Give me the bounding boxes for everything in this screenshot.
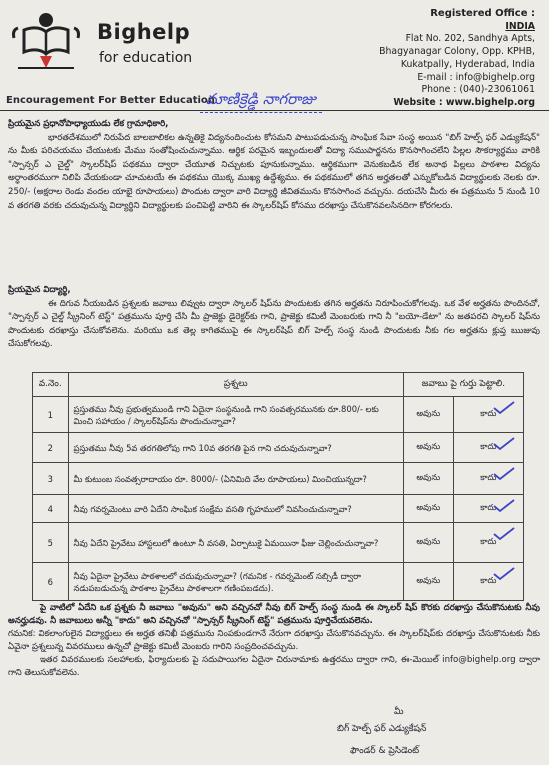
table-row	[33, 433, 524, 463]
row-number: 4	[33, 495, 69, 523]
paragraph-contact: ఇతర వివరములకు సలహాలకు, ఫిర్యాదులకు పై సదుపాయిగల ఏదైనా చిరునామాకు ఉత్తరము ద్వారా గాని, ఈ-మెయిల్ info@bighelp.org ద్వారా గాని తెలుసుకోవలెను.	[8, 655, 540, 678]
col-header-answer: జవాబు పై గుర్తు పెట్టాలి.	[403, 373, 523, 397]
col-header-number: వ.నెం.	[33, 373, 69, 397]
row-question: నీవు ఏదైనా ప్రైవేటు పాఠశాలలో చదువుచున్నావా? (గమనిక - గవర్నమెంట్ సబ్సిడీ ద్వారా నడుపబడుచున్న పాఠశాల ప్రైవేటు పాఠశాలగా గణింపబడదు).	[68, 563, 403, 601]
sign-title: ఫౌండర్ & ప్రెసిడెంట్	[350, 746, 420, 756]
answer-no[interactable]: కాదు	[480, 536, 497, 546]
answer-no-cell[interactable]	[453, 563, 523, 601]
footer-block	[8, 602, 540, 680]
sign-yours: మీ	[394, 707, 404, 717]
row-question: ప్రస్తుతము నీవు 5వ తరగతిలోపు గాని 10వ తరగతి పైన గాని చదువుచున్నావా?	[68, 433, 403, 463]
row-question: నీవు గవర్నమెంటు వారి ఏదేని సాంఘిక సంక్షేమ వసతి గృహములో నివసించుచున్నావా?	[68, 495, 403, 523]
row-number: 5	[33, 523, 69, 563]
row-number: 2	[33, 433, 69, 463]
office-phone: Phone : (040)-23061061	[421, 84, 535, 96]
tick-mark-icon	[493, 467, 515, 481]
answer-no-cell[interactable]	[453, 433, 523, 463]
row-question: నీవు ఏదేని ప్రైవేటు హాస్టలులో ఉంటూ నీ వసతి, ఏర్పాటుకై ఏమయినా ఫీజు చెల్లించుచున్నావా?	[68, 523, 403, 563]
table-row	[33, 523, 524, 563]
answer-no[interactable]: కాదు	[480, 472, 497, 482]
office-email: E-mail : info@bighelp.org	[417, 71, 535, 83]
office-country: INDIA	[505, 20, 535, 32]
row-question: మీ కుటుంబ సంవత్సరాదాయం రూ. 8000/- (ఏనిమిది వేల రూపాయలు) మించియున్నదా?	[68, 463, 403, 495]
office-address	[379, 8, 535, 110]
letter-block-2	[8, 284, 540, 352]
answer-no[interactable]: కాదు	[480, 408, 497, 418]
answer-yes[interactable]: అవును	[403, 397, 453, 433]
row-number: 1	[33, 397, 69, 433]
answer-no-cell[interactable]	[453, 523, 523, 563]
table-row	[33, 397, 524, 433]
tick-mark-icon	[493, 401, 515, 415]
office-title: Registered Office :	[430, 8, 535, 19]
table-row	[33, 495, 524, 523]
answer-no-cell[interactable]	[453, 495, 523, 523]
note-disabled: గమనిక: వికలాంగులైన విద్యార్థులు ఈ అర్హత తనిఖీ పత్రమును నింపకుండగానే నేరుగా దరఖాస్తు చేసుకొనవచ్చును. ఈ స్కాలర్‌షిప్‌కు దరఖాస్తు చేసుకొనుటకు నీకు ఏవైనా ప్రశ్నలున్న వివరములు ఉన్నచో ప్రాజెక్టు కమిటీ మెంబరు గారిని సంప్రదించవచ్చును.	[8, 629, 540, 652]
table-row	[33, 563, 524, 601]
greeting-student: ప్రియమైన విద్యార్థి,	[8, 285, 71, 295]
office-website: Website : www.bighelp.org	[393, 96, 535, 108]
table-header-row	[33, 373, 524, 397]
row-question: ప్రస్తుతము నీవు ప్రభుత్వముండి గాని ఏదైనా సంస్థనుండి గాని సంవత్సరమునకు రూ.800/- లకు మించి సహాయం / స్కాలర్‌షిప్‌ను పొందుచున్నావా?	[68, 397, 403, 433]
brand-name: Bighelp	[97, 20, 191, 44]
motto: Encouragement For Better Education	[6, 95, 215, 106]
answer-yes[interactable]: అవును	[403, 495, 453, 523]
greeting-headmaster: ప్రియమైన ప్రధానోపాధ్యాయుడు లేక గ్రామాధికారి,	[8, 119, 169, 129]
letter-block-1	[8, 118, 540, 213]
table-row	[33, 463, 524, 495]
row-number: 6	[33, 563, 69, 601]
sign-organization: బిగ్ హెల్ప్ ఫర్ ఎడ్యుకేషన్	[337, 724, 427, 734]
brand-subtitle: for education	[99, 50, 193, 66]
answer-no[interactable]: కాదు	[480, 575, 497, 585]
answer-no-cell[interactable]	[453, 397, 523, 433]
answer-yes[interactable]: అవును	[403, 563, 453, 601]
answer-yes[interactable]: అవును	[403, 463, 453, 495]
tick-mark-icon	[493, 437, 515, 451]
row-number: 3	[33, 463, 69, 495]
address-line: Bhagyanagar Colony, Opp. KPHB,	[379, 46, 535, 58]
paragraph-eligibility: పై వాటిలో ఏదేని ఒక ప్రశ్నకు నీ జవాబు "అవును" అని వచ్చినచో నీవు బిగ్ హెల్ప్ సంస్థ నుండి ఈ స్కాలర్ షిప్ కొరకు దరఖాస్తు చేసుకొనుటకు నీవు అనర్హుడవు. నీ జవాబులు అన్నీ "కాదు" అని వచ్చినచో "స్పాన్సర్ స్క్రీనింగ్ టెస్ట్" పత్రమును పూర్తిచేయవలెను.	[8, 603, 540, 626]
tick-mark-icon	[493, 567, 515, 581]
answer-yes[interactable]: అవును	[403, 523, 453, 563]
answer-no[interactable]: కాదు	[480, 441, 497, 451]
answer-no-cell[interactable]	[453, 463, 523, 495]
col-header-question: ప్రశ్నలు	[68, 373, 403, 397]
tick-mark-icon	[493, 527, 515, 541]
address-line: Flat No. 202, Sandhya Apts,	[405, 33, 535, 45]
paragraph-instructions: ఈ దిగువ నీయబడిన ప్రశ్నలకు జవాబు లివ్వుట ద్వారా స్కాలర్ షిప్‌ను పొందుటకు తగిన అర్హతను నిరూపించుకోగలవు. ఒక వేళ అర్హతను పొందినచో, "స్పాన్సర్ ఎ చైల్డ్ స్క్రీనింగ్ టెస్ట్" పత్రమును పూర్తి చేసి మీ ప్రాజెక్టు డైరెక్టర్‌కు గాని, ప్రాజెక్టు కమిటీ మెంబరుకు గాని నీ "బయో-డేటా" ను జతపరచి స్కాలర్ షిప్‌ను పొందుటకు దరఖాస్తు చేసుకోవలెను. మరియు ఒక తెల్ల కాగితముపై ఈ స్కాలర్‌షిప్ బిగ్ హెల్ప్ సంస్థ నుండి పొందుటకు నీకు గల అర్హతను క్లుప్త ఋజువు చేసుకోగలవు.	[8, 298, 540, 350]
eligibility-table	[32, 372, 524, 601]
answer-yes[interactable]: అవును	[403, 433, 453, 463]
answer-no[interactable]: కాదు	[480, 502, 497, 512]
bighelp-logo	[10, 8, 82, 70]
paragraph-intro: భారతదేశములో నిరుపేద బాలబాలికల ఉన్నతికై విద్యనందించుట కోసమని పాటుపడుచున్న సాంఘిక సేవా సంస్థ అయిన "బిగ్ హెల్ప్ ఫర్ ఎడ్యుకేషన్" ను మీకు పరిచయము చేయుటకు మేము సంతోషించుచున్నాము. ఆర్థిక పరమైన ఇబ్బందులతో విద్యా సముపార్జనను కొనసాగించలేని పిల్లల సౌకర్యార్థము వారికి "స్పాన్సర్ ఎ చైల్డ్" స్కాలర్‌షిప్ పథకము ద్వారా చేయూత నిచ్చుటకు పూనుకున్నాము. ఆర్థికముగా వెనుకబడిన లేక అనాథ పిల్లలు పాఠశాల విద్యను అర్ధాంతరముగా నిలిపి వేయకుండా చూచుటయే ఈ పథకము యొక్క ముఖ్య ఉద్దేశ్యము. ఈ పథకములో తగిన అర్హతలతో ఎన్నుకోబడిన విద్యార్థులకు నెలకు రూ. 250/- (అక్షరాల రెండు వందల యాభై రూపాయలు) పొందుట ద్వారా వారి విద్యార్థి జీవితమును కొనసాగించ వచ్చును. దయచేసి మీరు ఈ పత్రమును 5 నుండి 10 వ తరగతి వరకు చదువుచున్న విద్యార్థిని విద్యార్థులకు పంచిపెట్టి వారిని ఈ స్కాలర్‌షిప్ కోసము దరఖాస్తు చేసుకొనవలసినదిగా కోరగలరు.	[8, 132, 540, 211]
tick-mark-icon	[493, 499, 515, 513]
header-divider	[0, 110, 549, 111]
address-line: Kukatpally, Hyderabad, India	[400, 58, 535, 70]
handwritten-name: మాణిక్రెడ్డి నాగరాజు	[200, 90, 322, 113]
